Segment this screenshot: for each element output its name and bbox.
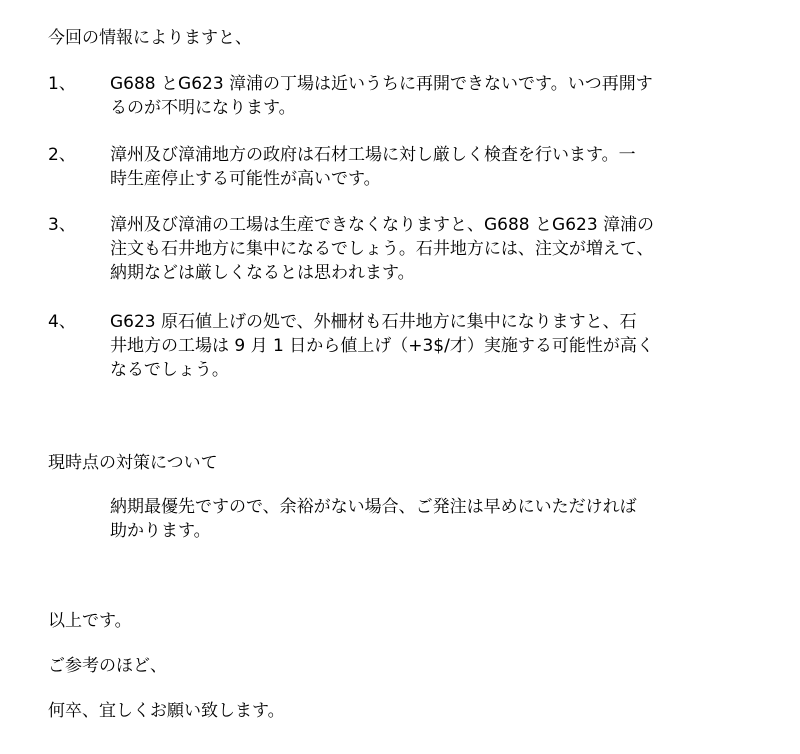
item-line: 漳州及び漳浦地方の政府は石材工場に対し厳しく検査を行います。一 (110, 145, 636, 165)
countermeasure-body (110, 495, 637, 543)
item-body (110, 72, 780, 120)
closing-line-3: 何卒、宜しくお願い致します。 (48, 701, 285, 721)
item-line: 時生産停止する可能性が高いです。 (110, 169, 381, 189)
closing-line-1: 以上です。 (48, 611, 132, 631)
item-line: るのが不明になります。 (110, 98, 296, 118)
item-body (110, 213, 780, 285)
item-line: G688 とG623 漳浦の丁場は近いうちに再開できないです。いつ再開す (110, 74, 653, 94)
countermeasure-line: 助かります。 (110, 521, 211, 541)
item-number: 1、 (48, 74, 76, 94)
closing-line-2: ご参考のほど、 (48, 656, 167, 676)
item-body (110, 310, 780, 382)
item-number: 2、 (48, 145, 76, 165)
item-line: なるでしょう。 (110, 360, 229, 380)
item-line: 漳州及び漳浦の工場は生産できなくなりますと、G688 とG623 漳浦の (110, 215, 655, 235)
item-line: G623 原石値上げの処で、外柵材も石井地方に集中になりますと、石 (110, 312, 637, 332)
countermeasure-line: 納期最優先ですので、余裕がない場合、ご発注は早めにいただければ (110, 497, 637, 517)
item-line: 納期などは厳しくなるとは思われます。 (110, 263, 415, 283)
intro-text: 今回の情報によりますと、 (48, 28, 252, 48)
item-number: 3、 (48, 215, 76, 235)
item-line: 注文も石井地方に集中になるでしょう。石井地方には、注文が増えて、 (110, 239, 654, 259)
item-line: 井地方の工場は 9 月 1 日から値上げ（+3$/才）実施する可能性が高く (110, 336, 654, 356)
item-body (110, 143, 780, 191)
item-number: 4、 (48, 312, 76, 332)
countermeasure-heading: 現時点の対策について (48, 453, 218, 473)
